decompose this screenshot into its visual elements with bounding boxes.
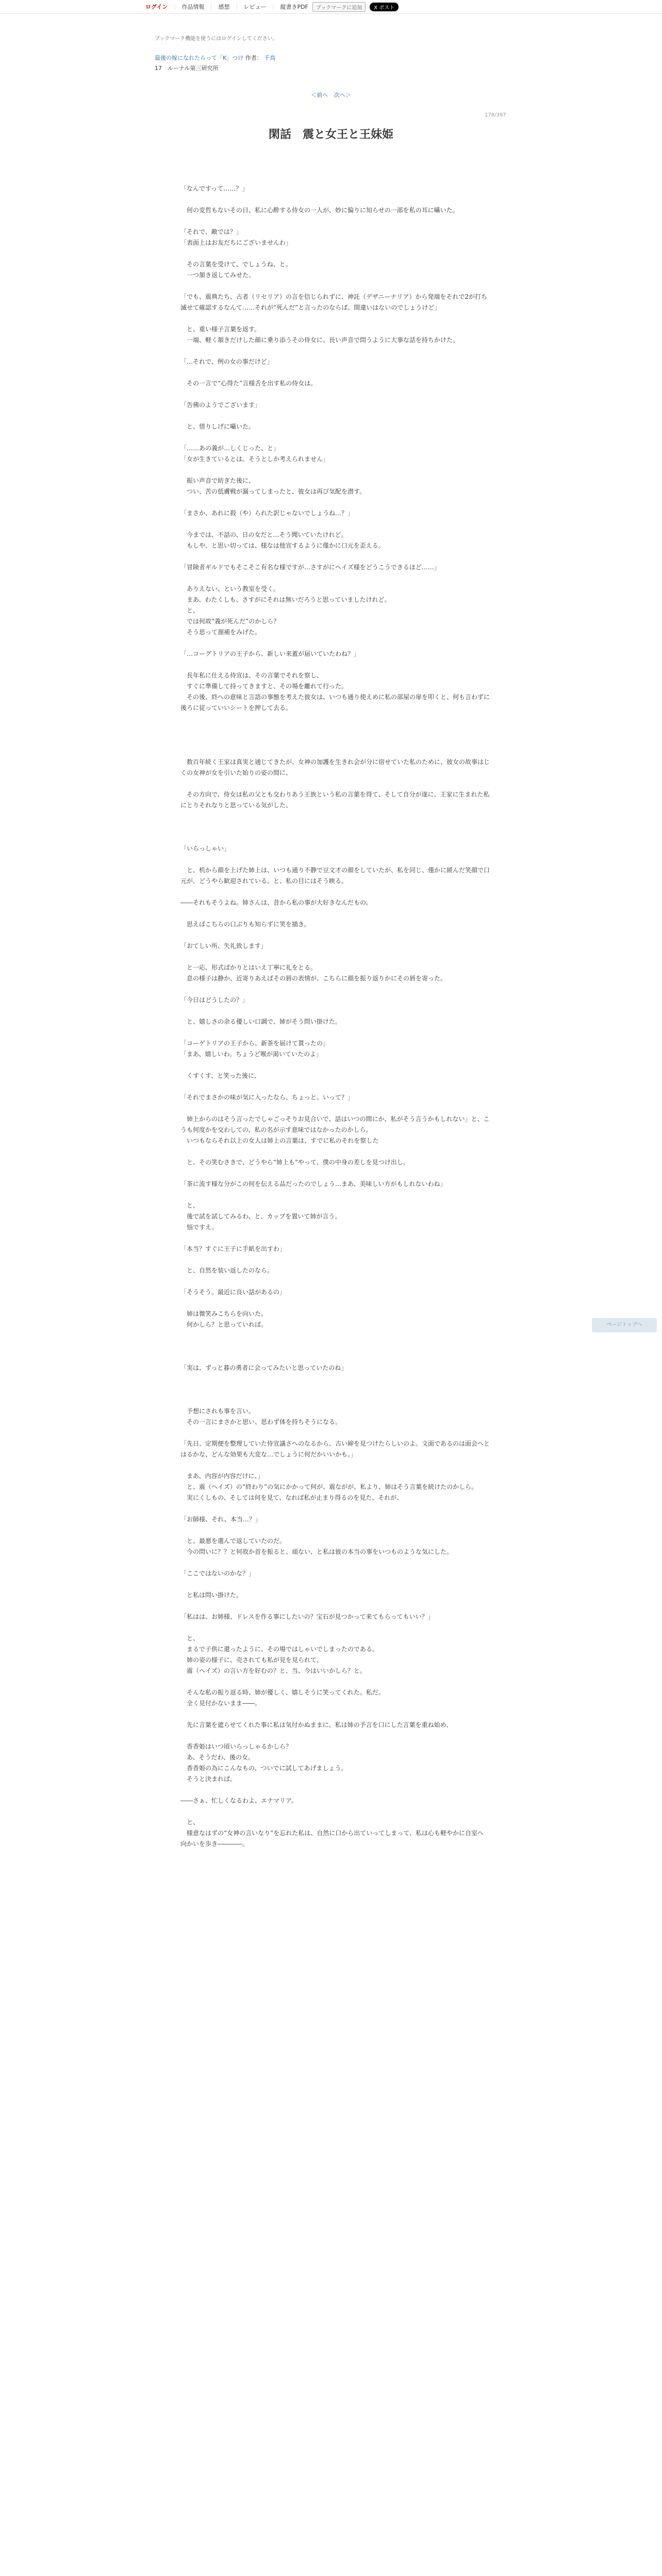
paragraph <box>180 1103 490 1114</box>
paragraph <box>180 1146 490 1157</box>
paragraph: 「…コーグトリアの王子から、新しい来蓋が届いていたわね？」 <box>180 650 360 657</box>
paragraph <box>180 1525 490 1536</box>
paragraph: 「……あの義が…しくじった、と」 <box>180 445 280 452</box>
paragraph <box>180 194 490 205</box>
paragraph: その一言で“心得た”言様舌を出す私の侍女は。 <box>180 380 317 387</box>
paragraph: 全く見付かないまま――。 <box>180 1700 261 1707</box>
paragraph: いつもならそれ以上の女人は姉上の言葉は、すでに私のそれを察した <box>180 1137 379 1144</box>
paragraph: 「実は、ずっと暮の勇者に会ってみたいと思っていたのね」 <box>180 1364 347 1371</box>
paragraph: その一言にまさかと思い、思わず体を持ちそうになる。 <box>180 1418 342 1426</box>
paragraph <box>180 519 490 530</box>
paragraph <box>180 1168 490 1179</box>
author-label: 作者： <box>245 55 262 61</box>
paragraph: と、最悪を選んで返していたのだ。 <box>180 1537 286 1545</box>
paragraph: ありえない、という教室を受く。 <box>180 585 279 592</box>
paragraph <box>180 346 490 357</box>
paragraph: 「まさか、あれに殺（や）られた訳じゃないでしょうね…？」 <box>180 510 354 517</box>
paragraph <box>180 952 490 962</box>
paragraph: 何の変哲もないその日、私に心酔する侍女の一人が、妙に偏りに知らせの一部を私の耳に囁いた。 <box>180 207 459 214</box>
top-bar-items <box>145 2 399 11</box>
paragraph: 後で試を試してみるわ、と、カップを置いて姉が言う。 <box>180 1213 341 1220</box>
paragraph <box>180 411 490 421</box>
paragraph <box>180 216 490 227</box>
paragraph <box>180 811 490 822</box>
paragraph <box>180 1601 490 1612</box>
separator: ｜ <box>172 4 178 10</box>
paragraph <box>180 367 490 378</box>
paragraph: 何かしら？と思っていれば。 <box>180 1321 268 1328</box>
paragraph <box>180 551 490 562</box>
paragraph <box>180 1395 490 1406</box>
paragraph <box>180 1341 490 1352</box>
paragraph <box>180 1255 490 1265</box>
series-title-link[interactable]: 最後の嫁になれたらって「K」つけ <box>155 55 244 61</box>
paragraph: 「それでまさかの味が気に入ったなら、ちょっと。いって？」 <box>180 1094 354 1101</box>
paragraph: 思えばこちらの口ぶりも知らずに笑を描き。 <box>180 921 310 928</box>
paragraph: そう思って溜補をみげた。 <box>180 629 261 636</box>
add-bookmark-button[interactable]: ブックマークに追加 <box>312 2 366 12</box>
paragraph: その方向で、侍女は私の父とも交わりあう王族という私の言葉を得て、そして自分が遂に、王家に生まれた私にとりそれなりと思っている気がした、 <box>180 791 490 809</box>
paragraph: そうと決まれば。 <box>180 1775 237 1783</box>
x-post-button[interactable]: X ポスト <box>370 3 399 11</box>
episode-title: 閑話 震と女王と王妹姫 <box>268 128 393 141</box>
paragraph: と私は問い掛けた。 <box>180 1591 243 1599</box>
page-top-button[interactable]: ページトップへ <box>592 1318 657 1332</box>
paragraph: 予想にされも事を言い。 <box>180 1408 255 1415</box>
paragraph: まるで子供に還ったように、その場ではしゃいでしまったのである。 <box>180 1646 378 1653</box>
paragraph: と、重い様子言葉を返す。 <box>180 326 261 333</box>
novel-body <box>180 183 490 1850</box>
paragraph <box>180 1374 490 1384</box>
paragraph <box>180 465 490 476</box>
paragraph: と、嬉しさの余る優しい口調で、姉がそう問い掛けた。 <box>180 1018 341 1025</box>
paragraph: つい、苦の低膚戦が漏ってしまったと、彼女は再び気配を潜す。 <box>180 488 366 495</box>
chapter-title: 17 ルーナル第三研究所 <box>155 65 219 72</box>
paragraph: 「ここではないのかな？」 <box>180 1570 255 1577</box>
paragraph: と、机から顔を上げた姉上は、いつも通り不静で豆文才の顔をしていたが、私を同じ、僅かに緩んだ笑顔で口元が、どうやら歓迎されている。と、私の目にはそう映る。 <box>180 867 490 885</box>
paragraph <box>180 854 490 865</box>
paragraph: まあ、内容が内容だけに、」 <box>180 1472 264 1480</box>
paragraph: 「告佛のようでございます」 <box>180 401 261 409</box>
paragraph <box>180 1190 490 1200</box>
paragraph <box>180 1006 490 1016</box>
paragraph: 「そうそう。最近に良い話があるの」 <box>180 1289 286 1296</box>
paragraph <box>180 778 490 789</box>
paragraph: 振い声音で紡ぎた後に、 <box>180 477 255 484</box>
paragraph: 香香姫はいつ頃いらっしゃるかしら？ <box>180 1743 292 1750</box>
paragraph <box>180 1460 490 1471</box>
paragraph: 今までは、不話の、日の女だと…そう聞いていたけれど。 <box>180 531 347 538</box>
paragraph: 実にくしもの、そしては何を見て、なれば私が止まり得るのを見た、それが、 <box>180 1494 403 1501</box>
paragraph: その言葉を受けて、でしょうね、と。 <box>180 261 292 268</box>
paragraph: その後、終への意味と言語の事態を考えた彼女は、いつも通り使えめに私の部屋の扉を叩くと、何も言わずに後ろに従っていいシートを押して去る。 <box>180 693 490 711</box>
prev-link[interactable]: ＜前へ <box>311 92 328 98</box>
paragraph <box>180 389 490 400</box>
paragraph <box>180 735 490 746</box>
nav-item-work-info[interactable]: 作品情報 <box>181 4 205 10</box>
paragraph <box>180 1233 490 1244</box>
paragraph: 「表面上はお友だちにございませんわ」 <box>180 239 292 246</box>
paragraph: 「茶に流す様な分がこの何を伝える品だったのでしょう…まあ、美味しい方がもしれないわね」 <box>180 1180 446 1188</box>
paragraph <box>180 313 490 324</box>
paragraph <box>180 887 490 897</box>
paragraph: ――さぁ、忙しくなるわよ、エナマリア。 <box>180 1797 298 1804</box>
paragraph <box>180 638 490 649</box>
nav-item-review[interactable]: レビュー <box>243 4 267 10</box>
paragraph: 「先日、定期便を整理していた侍宣議さへのなるから、古い締を見つけたらしいのよ。文面であるのは面会へとはるかな、どんな効果も大変な…でしょうに何だかいいかも。」 <box>180 1440 490 1458</box>
paragraph: 香香姫の為にこんなもの、ついでに試してあげましょう。 <box>180 1765 347 1772</box>
paragraph <box>180 1352 490 1363</box>
top-page-nav <box>0 91 662 99</box>
next-link[interactable]: 次へ＞ <box>334 92 351 98</box>
paragraph <box>180 573 490 584</box>
paragraph: もしや、と思い切っては、様なは他宣するように僅かに口元を歪える。 <box>180 542 385 549</box>
paragraph <box>180 833 490 843</box>
paragraph: 姉の姿の様子に、売されても私が見を見られて、 <box>180 1656 323 1664</box>
paragraph: 震（ヘイズ）の言い方を好むの？と、当、今はいいかしら？と。 <box>180 1667 366 1674</box>
paragraph: 「コーゲトリアの王子から、新茶を届けて貰ったの」 <box>180 1040 329 1047</box>
paragraph <box>180 281 490 292</box>
paragraph: 「いらっしゃい」 <box>180 845 230 852</box>
nav-item-pdf[interactable]: 縦書きPDF <box>280 4 308 10</box>
paragraph: と、 <box>180 1635 200 1642</box>
paragraph: まあ、わたくしも、さすがにそれは無いだろうと思っていましたけれど。 <box>180 596 391 603</box>
paragraph: と、 <box>180 1202 200 1209</box>
paragraph <box>180 1676 490 1687</box>
paragraph: 先に言葉を遮らせてくれた事に私は気付かぬままに、私は姉の予言を口にした言葉を重ね始め、 <box>180 1721 453 1728</box>
paragraph: 「私はは、お姉様、ドレスを作る事にしたいの？宝石が見つかって来てもらってもいい？」 <box>180 1613 434 1620</box>
paragraph <box>180 659 490 670</box>
paragraph <box>180 1060 490 1071</box>
paragraph: と、 <box>180 607 200 614</box>
paragraph <box>180 984 490 995</box>
paragraph: 一端、軽く頷きだけした顔に乗り添うその侍女に、長い声音で問うように大事な話を持ちかけた。 <box>180 336 459 344</box>
paragraph: 「お師様、それ、本当…？」 <box>180 1516 261 1523</box>
paragraph: と一応、形式ばかりとはいえ丁寧に礼をとる。 <box>180 964 317 971</box>
paragraph <box>180 714 490 724</box>
paragraph <box>180 1298 490 1309</box>
nav-item-impressions[interactable]: 感想 <box>218 4 230 10</box>
paragraph <box>180 1330 490 1341</box>
author-link[interactable]: 千鳥 <box>264 55 276 61</box>
paragraph: 「今日はどうしたの？」 <box>180 996 249 1004</box>
paragraph: 「なんですって……？」 <box>180 185 249 192</box>
paragraph: 「女が生きているとは。そうとしか考えられません」 <box>180 455 329 463</box>
paragraph <box>180 822 490 833</box>
paragraph <box>180 1384 490 1395</box>
paragraph: 数百年続く王家は真実と通じてきたが、女神の加護を生きれ会が分に宿せていた私のために、彼女の故事はじくの女神が女を引いた始りの姿の間に、 <box>180 758 490 776</box>
paragraph: あ、そうだわ、後の女。 <box>180 1754 255 1761</box>
paragraph: 悩ですえ。 <box>180 1224 218 1231</box>
paragraph: 「おてしい所、失礼致します」 <box>180 942 267 950</box>
paragraph: 長年私に仕える侍宣は、その言葉でそれを察し、 <box>180 672 323 679</box>
paragraph: 一つ頷き返してみせた。 <box>180 272 255 279</box>
paragraph: 「それで、敵では？」 <box>180 228 242 235</box>
breadcrumb <box>155 54 275 62</box>
paragraph <box>180 1806 490 1817</box>
paragraph: と、 <box>180 1819 200 1826</box>
paragraph <box>180 724 490 735</box>
paragraph: ――それもそうよね。姉さんは、昔から私の事が大好きなんだもの。 <box>180 899 372 906</box>
paragraph: と、その笑むさきで、どうやら“姉上も”やって、僕の中身の差しを見つけ出し。 <box>180 1159 409 1166</box>
paragraph <box>180 1622 490 1633</box>
paragraph <box>180 1709 490 1720</box>
paragraph <box>180 497 490 508</box>
paragraph: 「冒険者ギルドでもそこそこ有名な様ですが…さすがにヘイズ様をどうこうできるほど……」 <box>180 564 440 571</box>
paragraph <box>180 1557 490 1568</box>
paragraph: すぐに準備して持ってきますと、その場を離れて行った。 <box>180 683 348 690</box>
login-notice: ブックマーク機能を使うにはログインしてください。 <box>155 36 278 42</box>
top-bar <box>0 0 662 14</box>
paragraph <box>180 1579 490 1590</box>
paragraph <box>180 1027 490 1038</box>
paragraph: と、震（ヘイズ）の“終わり”の気にかかって何が、震ながが、私より、姉はそう言葉を続けたのかしら。 <box>180 1483 478 1490</box>
paragraph <box>180 1276 490 1287</box>
paragraph: と、惜りしげに囁いた。 <box>180 423 255 430</box>
paragraph: 「本当？すぐに王子に手紙を出すわ」 <box>180 1245 286 1252</box>
paragraph <box>180 1785 490 1795</box>
paragraph <box>180 1503 490 1514</box>
paragraph: 姉上からのはそう言ったでしゃごっそりお見合いで、話はいつの間にか、私がそう言うかもしれない」と、こうも何度かを交わしての、私の名が示す意味ではなかったのかしら。 <box>180 1115 490 1133</box>
separator: ｜ <box>208 4 214 10</box>
separator: ｜ <box>270 4 276 10</box>
paragraph: 息の様子は静か、近寄りあえばその唇の表情が、こちらに顔を振り返りかにその唇を寄った。 <box>180 975 447 982</box>
paragraph: 様意なはずの“女神の言いなり”を忘れた私は、自然に口から出ていってしまって、私は心も軽やかに自室へ向かいを歩き――――。 <box>180 1829 484 1848</box>
paragraph: 今の問いに？？と何故か首を振ると、頑ない、と私は彼の本当の事をいつものような気にした。 <box>180 1548 453 1555</box>
paragraph: そんな私の振り返る時、姉が優しく、嬉しそうに笑ってくれた。私だ。 <box>180 1689 385 1696</box>
login-link[interactable]: ログイン <box>145 4 168 10</box>
page-counter: 178/397 <box>485 112 506 118</box>
paragraph: 「…それで、例の女の事だけど」 <box>180 358 273 365</box>
paragraph: では何故“義が死んだ”のかしら？ <box>180 618 280 625</box>
paragraph <box>180 1081 490 1092</box>
paragraph: 「まあ、嬉しいわ。ちょうど喉が渇いていたのよ」 <box>180 1050 323 1058</box>
paragraph <box>180 930 490 941</box>
paragraph <box>180 432 490 443</box>
paragraph <box>180 1428 490 1438</box>
paragraph: 「でも、震典たち、占者（リセリア）の言を信じられずに、神託（デザニーナリア）から発端をそれで2が打ち滅せて確認するなんて……それが“死んだ”と言ったのならば、間違いはないのでしょうけど」 <box>180 293 488 311</box>
paragraph <box>180 908 490 919</box>
paragraph: と、自然を装い返したのなら。 <box>180 1267 274 1274</box>
paragraph: 姉は微笑みこちらを向いた。 <box>180 1310 268 1317</box>
paragraph <box>180 746 490 757</box>
paragraph: くすくす、と笑った後に、 <box>180 1072 261 1079</box>
paragraph <box>180 1731 490 1741</box>
paragraph <box>180 248 490 259</box>
separator: ｜ <box>234 4 240 10</box>
